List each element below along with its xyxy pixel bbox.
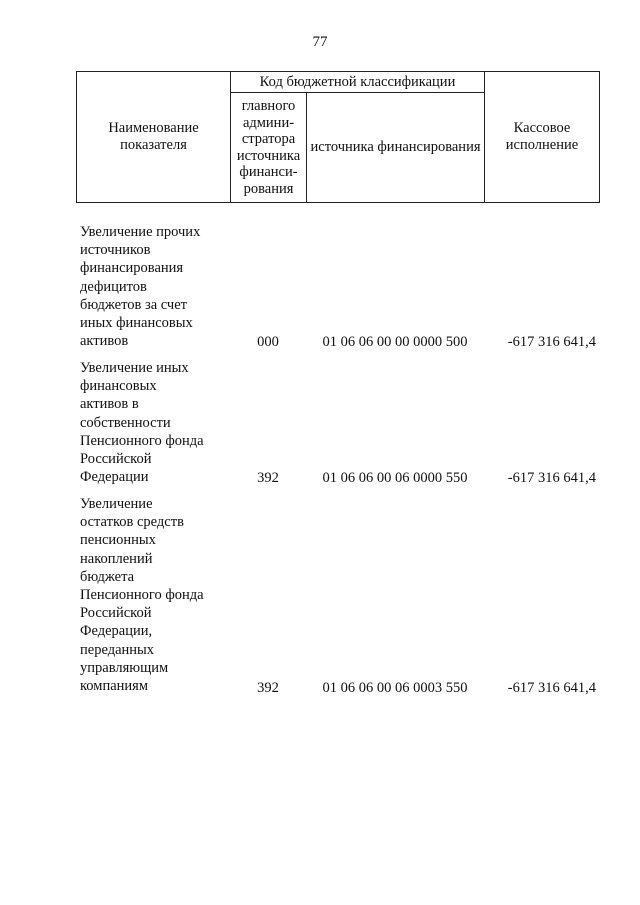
header-execution-label: Кассовое исполнение [505,120,579,153]
table-header [76,71,600,203]
row-source-code: 01 06 06 00 06 0000 550 [322,469,468,486]
table-row [76,495,600,697]
row-amount: -617 316 641,4 [507,679,596,696]
row-source-code: 01 06 06 00 06 0003 550 [322,679,468,696]
header-code-group [231,72,485,93]
row-name: Увеличение иных финансовых активов в собственности Пенсионного фонда Российской Федерации [80,360,204,486]
header-source [307,93,485,202]
header-name-label: Наименование показателя [108,120,199,153]
row-admin-code: 392 [257,469,279,486]
row-amount: -617 316 641,4 [507,469,596,486]
row-name: Увеличение остатков средств пенсионных накоплений бюджета Пенсионного фонда Российской Федерации, переданных управляющим компаниям [80,496,204,695]
header-code-group-label: Код бюджетной классификации [259,73,456,90]
header-source-label: источника финансирования [310,139,481,155]
header-execution [485,72,599,202]
row-admin-code: 392 [257,679,279,696]
table-row [76,359,600,487]
header-name [77,72,231,202]
table-row [76,223,600,351]
row-admin-code: 000 [257,333,279,350]
row-amount: -617 316 641,4 [507,333,596,350]
page-number: 77 [312,34,328,50]
header-admin [231,93,307,202]
row-source-code: 01 06 06 00 00 0000 500 [322,333,468,350]
row-name: Увеличение прочих источников финансирования дефицитов бюджетов за счет иных финансовых активов [80,224,201,350]
header-admin-label: главного админи-стратора источника финанси-рования [236,98,301,197]
